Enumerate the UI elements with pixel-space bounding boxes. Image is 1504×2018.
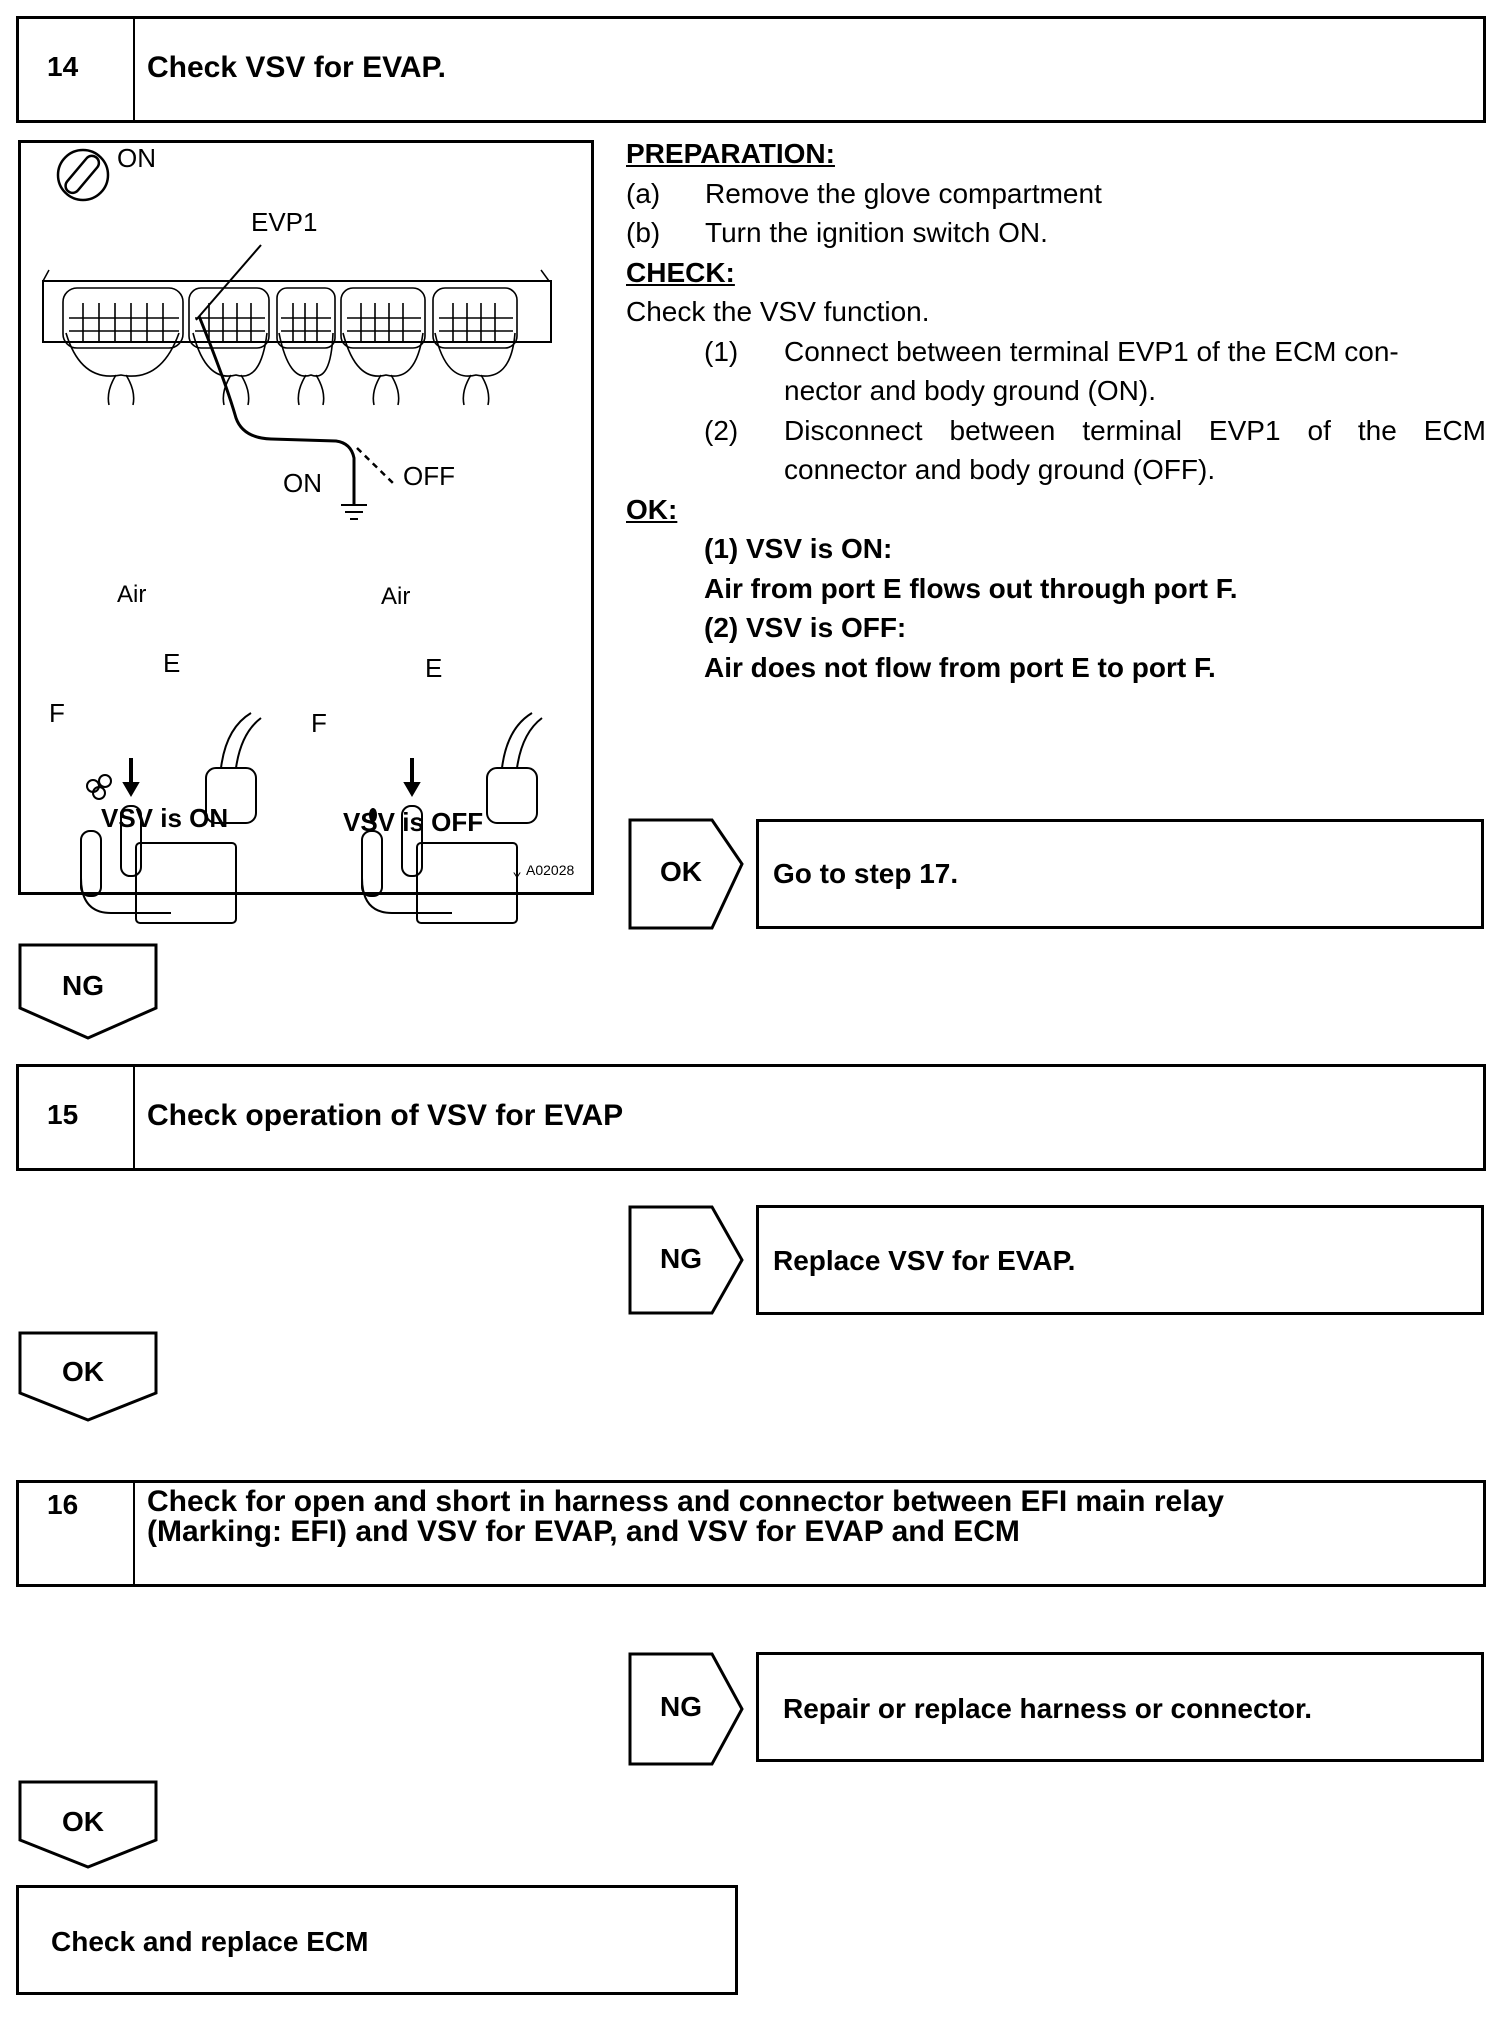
ok-action-text: Go to step 17. (773, 858, 959, 889)
step-16-header (16, 1480, 1486, 1587)
ground-on-label: ON (283, 468, 322, 498)
air-label-right: Air (381, 583, 411, 610)
ok-branch-label: OK (660, 856, 702, 887)
check-heading: CHECK: (626, 256, 735, 288)
ground-off-label: OFF (403, 461, 455, 491)
ng-action-text: Replace VSV for EVAP. (773, 1245, 1076, 1276)
vsv-off-caption: VSV is OFF (343, 807, 484, 837)
ng-branch-label: NG (660, 1691, 702, 1722)
step-number: 14 (19, 19, 135, 120)
step-number: 15 (19, 1067, 135, 1168)
check-intro: Check the VSV function. (626, 296, 930, 327)
prep-item: (b) Turn the ignition switch ON. (626, 217, 1048, 248)
ng-action-text: Repair or replace harness or connector. (783, 1693, 1313, 1724)
ok-branch-label: OK (62, 1806, 104, 1837)
step-15-header (16, 1064, 1486, 1171)
vsv-on-caption: VSV is ON (101, 803, 229, 833)
step-title: Check VSV for EVAP. (147, 51, 447, 84)
preparation-heading: PREPARATION: (626, 138, 835, 169)
ng-branch-label: NG (660, 1243, 702, 1274)
port-e-left: E (163, 648, 181, 678)
step-title: Check for open and short in harness and connector between EFI main relay (Marking: EFI) and VSV for EVAP, and VSV for EVAP and ECM (147, 1485, 1224, 1548)
air-label-left: Air (117, 581, 147, 608)
step-number: 16 (19, 1483, 135, 1584)
final-action-box[interactable] (16, 1885, 738, 1995)
terminal-label: EVP1 (251, 207, 318, 237)
final-action-text: Check and replace ECM (51, 1926, 369, 1957)
port-f-left: F (49, 698, 65, 728)
ok-branch-label: OK (62, 1356, 104, 1387)
prep-item: (a) Remove the glove compartment (626, 177, 1102, 209)
ok-action-box[interactable] (756, 819, 1484, 929)
figure-code: A02028 (526, 862, 575, 878)
figure-prefix: Y (513, 870, 522, 884)
ng-action-box[interactable] (756, 1205, 1484, 1315)
check-item: (2) Disconnect between terminal EVP1 of the ECM connector and body ground (OFF). (704, 414, 1486, 485)
step-title: Check operation of VSV for EVAP (147, 1099, 624, 1132)
ng-branch-label: NG (62, 970, 104, 1001)
check-item: (1) Connect between terminal EVP1 of the ECM con- nector and body ground (ON). (704, 335, 1399, 406)
ignition-on-label: ON (117, 143, 156, 173)
ok-criteria: (1) VSV is ON: Air from port E flows out through port F. (2) VSV is OFF: Air does not flow from port E to port F. (704, 533, 1238, 683)
ng-action-box[interactable] (756, 1652, 1484, 1762)
ok-heading: OK: (626, 493, 678, 525)
port-f-right: F (311, 708, 327, 738)
port-e-right: E (425, 653, 443, 683)
